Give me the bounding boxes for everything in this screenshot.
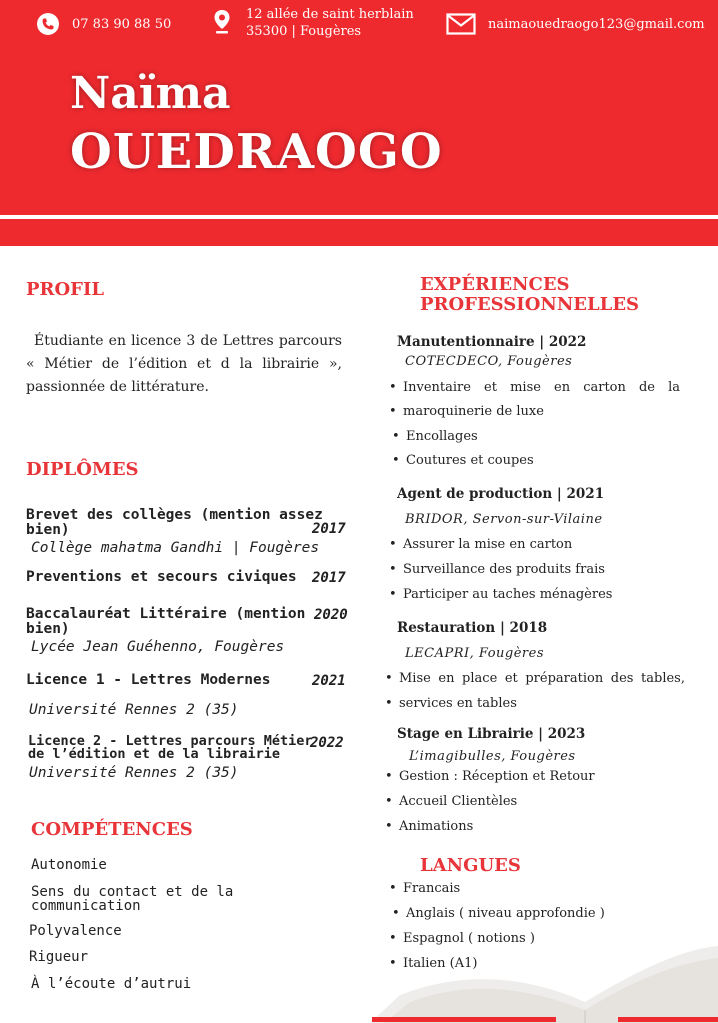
job-task-cont-text: maroquinerie de luxe bbox=[403, 404, 544, 419]
job-task: • Encollages bbox=[406, 425, 478, 449]
job-task: • Coutures et coupes bbox=[406, 449, 534, 473]
diploma-item bbox=[26, 673, 356, 718]
job-task-cont bbox=[399, 692, 517, 716]
diploma-school: Université Rennes 2 (35) bbox=[29, 702, 239, 718]
skill-item: Sens du contact et de la bbox=[31, 884, 234, 900]
skill-item-cont: communication bbox=[31, 898, 141, 914]
job-title: Manutentionnaire | 2022 bbox=[397, 334, 587, 350]
diploma-year: 2022 bbox=[310, 735, 344, 751]
job-title: Stage en Librairie | 2023 bbox=[397, 726, 586, 742]
header-divider bbox=[0, 215, 718, 219]
language-item: • Anglais ( niveau approfondie ) bbox=[406, 902, 605, 926]
contact-address bbox=[210, 6, 414, 40]
job-task-cont-text: services en tables bbox=[399, 696, 517, 711]
job-task: • Gestion : Réception et Retour bbox=[399, 765, 595, 789]
skill-item: Rigueur bbox=[29, 949, 89, 965]
diploma-year: 2021 bbox=[312, 673, 346, 689]
profil-paragraph: Étudiante en licence 3 de Lettres parcours « Métier de l’édition et d la librairie », passionnée de littérature. bbox=[26, 333, 342, 395]
language-item: • Espagnol ( notions ) bbox=[403, 927, 535, 951]
diploma-year: 2017 bbox=[312, 570, 346, 586]
diploma-title-cont: de l’édition et de la librairie bbox=[28, 746, 280, 762]
job-task-cont bbox=[403, 400, 544, 424]
phone-icon bbox=[36, 12, 60, 36]
skill-item: À l’écoute d’autrui bbox=[31, 976, 192, 992]
job-title: Restauration | 2018 bbox=[397, 620, 548, 636]
experiences-heading bbox=[420, 275, 639, 315]
diploma-year: 2020 bbox=[314, 607, 348, 623]
job-task: • Animations bbox=[399, 815, 473, 839]
profil-heading: PROFIL bbox=[26, 279, 105, 300]
diploma-title-cont: bien) bbox=[26, 621, 70, 637]
language-item: • Italien (A1) bbox=[403, 952, 477, 976]
diploma-school: Université Rennes 2 (35) bbox=[29, 765, 239, 781]
job-company: BRIDOR, Servon-sur-Vilaine bbox=[405, 512, 603, 527]
location-pin-icon bbox=[210, 10, 234, 34]
diploma-item bbox=[26, 508, 356, 556]
email-address[interactable]: naimaouedraogo123@gmail.com bbox=[488, 16, 705, 32]
diploma-title-cont: bien) bbox=[26, 522, 70, 538]
langues-heading: LANGUES bbox=[420, 855, 521, 876]
job-company: LECAPRI, Fougères bbox=[405, 646, 544, 661]
first-name: Naïma bbox=[70, 68, 231, 119]
diploma-school: Lycée Jean Guéhenno, Fougères bbox=[31, 639, 285, 655]
job-task: • Inventaire et mise en carton de la bbox=[403, 376, 680, 400]
competences-heading: COMPÉTENCES bbox=[31, 819, 193, 840]
job-task: • Mise en place et préparation des tables, bbox=[399, 667, 685, 691]
experiences-heading-line1: EXPÉRIENCES bbox=[420, 274, 570, 295]
job-task: • Participer au taches ménagères bbox=[403, 583, 612, 607]
contact-phone bbox=[36, 12, 171, 36]
skill-item: Autonomie bbox=[31, 857, 107, 873]
diploma-item bbox=[28, 735, 358, 781]
experiences-heading-line2: PROFESSIONNELLES bbox=[420, 294, 640, 315]
job-task: • Surveillance des produits frais bbox=[403, 558, 605, 582]
job-task: • Accueil Clientèles bbox=[399, 790, 517, 814]
phone-number[interactable]: 07 83 90 88 50 bbox=[72, 16, 172, 32]
job-title: Agent de production | 2021 bbox=[397, 486, 605, 502]
address-line-2: 35300 | Fougères bbox=[246, 24, 362, 39]
footer-accent-bar bbox=[618, 1017, 718, 1022]
contact-email bbox=[446, 12, 705, 36]
diploma-title: Baccalauréat Littéraire (mention bbox=[26, 606, 306, 622]
job-task: • Assurer la mise en carton bbox=[403, 533, 572, 557]
footer-accent-bar bbox=[372, 1017, 556, 1022]
profil-text bbox=[26, 330, 342, 399]
address-line-1: 12 allée de saint herblain bbox=[246, 7, 414, 22]
diploma-title: Brevet des collèges (mention assez bbox=[26, 507, 323, 523]
diploma-title: Preventions et secours civiques bbox=[26, 569, 297, 585]
last-name: OUEDRAOGO bbox=[70, 124, 443, 180]
job-company: L’imagibulles, Fougères bbox=[409, 749, 576, 764]
job-company: COTECDECO, Fougères bbox=[405, 354, 573, 369]
diploma-year: 2017 bbox=[312, 521, 346, 537]
envelope-icon bbox=[446, 12, 476, 36]
diploma-item bbox=[26, 607, 356, 655]
diploma-item bbox=[26, 570, 356, 585]
diploma-school: Collège mahatma Gandhi | Fougères bbox=[31, 540, 320, 556]
diploma-title: Licence 2 - Lettres parcours Métier bbox=[28, 733, 313, 749]
language-item: • Francais bbox=[403, 877, 460, 901]
diploma-title: Licence 1 - Lettres Modernes bbox=[26, 672, 271, 688]
diplomes-heading: DIPLÔMES bbox=[26, 459, 139, 480]
skill-item: Polyvalence bbox=[29, 923, 122, 939]
